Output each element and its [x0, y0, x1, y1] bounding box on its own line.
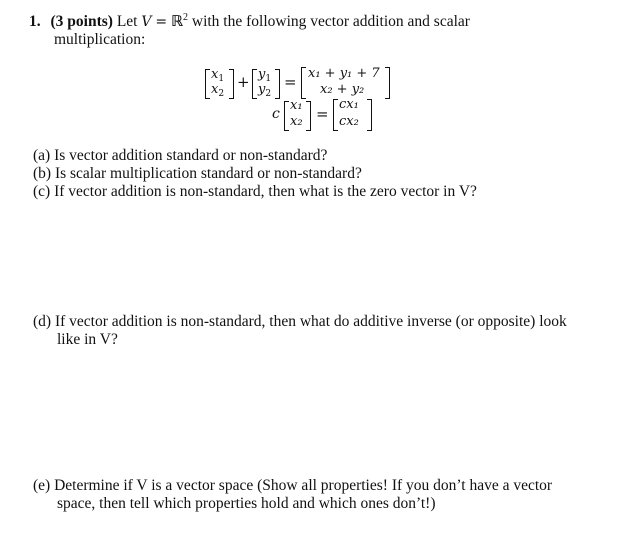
- intro-real-symbol: ℝ: [170, 12, 183, 30]
- question-a: (a) Is vector addition standard or non-standard?: [33, 147, 328, 164]
- scalar-vec-top: x₁: [290, 98, 303, 113]
- add-vec1-right-bracket: [229, 69, 234, 99]
- scalar-vec-bottom: x₂: [290, 114, 303, 129]
- scalar-c: c: [272, 106, 280, 122]
- scalar-result-right-bracket: [367, 99, 372, 131]
- add-plus-sign: +: [237, 73, 250, 91]
- add-equals-sign: =: [284, 73, 297, 91]
- problem-number: 1.: [29, 13, 41, 30]
- add-vec2-right-bracket: [275, 69, 280, 99]
- question-d-line1: (d) If vector addition is non-standard, then what do additive inverse (or opposite) look: [33, 313, 567, 330]
- intro-eq: =: [155, 14, 168, 30]
- scalar-result-bottom: cx₂: [339, 114, 359, 129]
- add-result-top: x₁ + y₁ + 7: [308, 66, 380, 81]
- intro-exponent: 2: [183, 12, 188, 23]
- add-result-bottom: x₂ + y₂: [320, 82, 365, 97]
- add-vec1-bottom: $x_2$: [211, 82, 225, 99]
- scalar-vec-left-bracket: [284, 101, 289, 131]
- scalar-result-top: cx₁: [339, 97, 359, 112]
- add-vec2-bottom: $y_2$: [258, 82, 272, 99]
- question-e-line1: (e) Determine if V is a vector space (Show all properties! If you don’t have a vector: [33, 477, 553, 494]
- problem-header: [29, 12, 470, 31]
- add-result-left-bracket: [301, 67, 306, 99]
- add-vec1-left-bracket: [205, 69, 210, 99]
- problem-header-line2: multiplication:: [54, 31, 146, 48]
- add-result-right-bracket: [385, 67, 390, 99]
- intro-let: Let: [116, 13, 138, 30]
- scalar-vec-right-bracket: [306, 101, 311, 131]
- intro-rest: with the following vector addition and scalar: [191, 13, 470, 30]
- question-e-line2: space, then tell which properties hold and which ones don’t!): [57, 495, 436, 512]
- add-vec1-top: $x_1$: [211, 67, 225, 84]
- intro-v: V: [141, 14, 152, 30]
- add-vec2-left-bracket: [252, 69, 257, 99]
- question-b: (b) Is scalar multiplication standard or non-standard?: [33, 165, 362, 182]
- question-c: (c) If vector addition is non-standard, then what is the zero vector in V?: [33, 183, 477, 200]
- scalar-result-left-bracket: [333, 99, 338, 131]
- question-d-line2: like in V?: [57, 331, 118, 348]
- scalar-equals-sign: =: [316, 105, 329, 123]
- problem-points: (3 points): [50, 13, 113, 30]
- add-vec2-top: $y_1$: [258, 67, 272, 84]
